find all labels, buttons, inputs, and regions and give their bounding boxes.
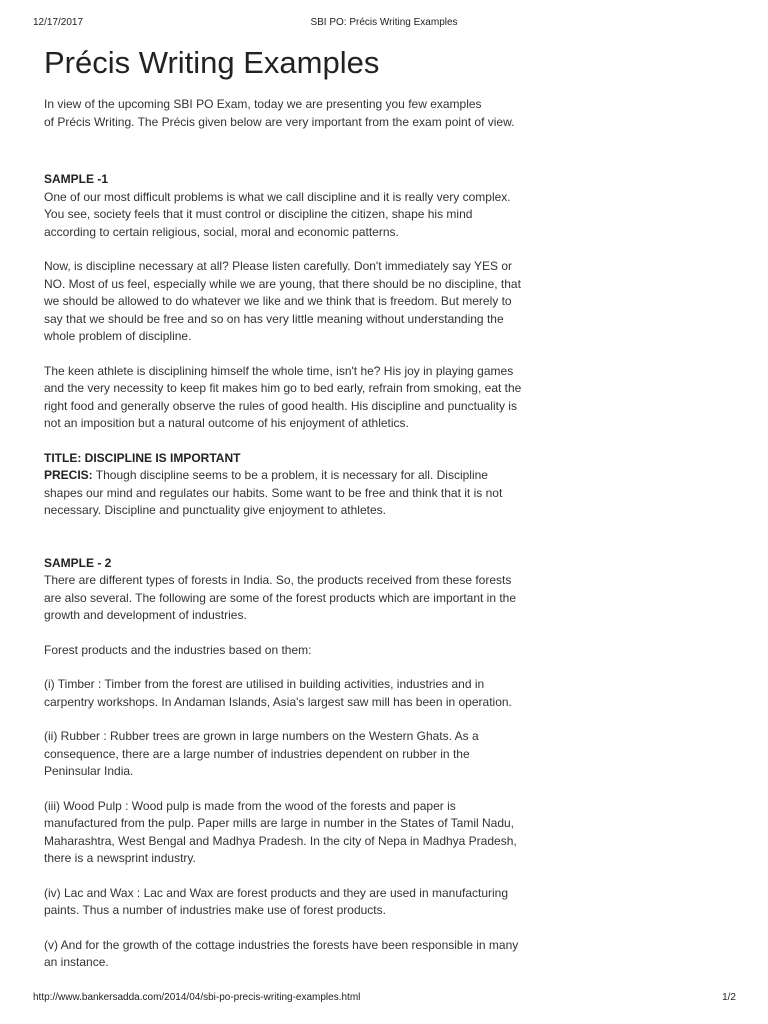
source-url: http://www.bankersadda.com/2014/04/sbi-po-precis-writing-examples.html xyxy=(33,992,361,1003)
text-line: manufactured from the pulp. Paper mills are large in number in the States of Tamil Nadu, xyxy=(44,816,515,830)
text-line: Peninsular India. xyxy=(44,764,134,778)
sample-2-heading: SAMPLE - 2 xyxy=(44,555,112,570)
sample-2-paragraph xyxy=(44,728,734,781)
text-line: growth and development of industries. xyxy=(44,608,247,622)
sample-1-heading: SAMPLE -1 xyxy=(44,172,109,186)
text-line: Maharashtra, West Bengal and Madhya Pradesh. In the city of Nepa in Madhya Pradesh, xyxy=(44,833,517,848)
text-line: according to certain religious, social, moral and economic patterns. xyxy=(44,224,399,239)
sample-2-paragraph xyxy=(44,885,734,920)
text-line: (v) And for the growth of the cottage industries the forests have been responsible in many xyxy=(44,937,519,952)
text-line: NO. Most of us feel, especially while we are young, that there should be no discipline, that xyxy=(44,276,521,291)
sample-1-paragraph xyxy=(44,258,734,346)
sample-1-paragraph xyxy=(44,363,734,433)
text-line: carpentry workshops. In Andaman Islands, Asia's largest saw mill has been in operation. xyxy=(44,694,512,709)
text-line: are also several. The following are some of the forest products which are important in the xyxy=(44,590,517,605)
text-line: (iv) Lac and Wax : Lac and Wax are forest products and they are used in manufacturing xyxy=(44,885,509,900)
text-line: right food and generally observe the rules of good health. His discipline and punctuality is xyxy=(44,398,517,413)
text-line: shapes our mind and regulates our habits. Some want to be free and think that it is not xyxy=(44,485,503,500)
text-line: and the very necessity to keep fit makes him go to bed early, refrain from smoking, eat the xyxy=(44,381,522,395)
document-body xyxy=(44,44,734,972)
print-header-title: SBI PO: Précis Writing Examples xyxy=(310,17,458,28)
sample-1-title: TITLE: DISCIPLINE IS IMPORTANT xyxy=(44,450,241,465)
text-line: You see, society feels that it must control or discipline the citizen, shape his mind xyxy=(44,207,473,221)
text-line: necessary. Discipline and punctuality give enjoyment to athletes. xyxy=(44,503,386,517)
text-line: (ii) Rubber : Rubber trees are grown in large numbers on the Western Ghats. As a xyxy=(44,729,479,743)
precis-text: Though discipline seems to be a problem, it is necessary for all. Discipline xyxy=(92,468,488,482)
sample-2-paragraph xyxy=(44,642,734,660)
precis-label: PRECIS: xyxy=(44,468,93,482)
text-line: consequence, there are a large number of industries dependent on rubber in the xyxy=(44,746,470,761)
sample-2-paragraph xyxy=(44,572,734,625)
text-line: One of our most difficult problems is what we call discipline and it is really very complex. xyxy=(44,189,511,204)
text-line: paints. Thus a number of industries make use of forest products. xyxy=(44,903,386,917)
text-line: say that we should be free and so on has very little meaning without understanding the xyxy=(44,311,504,326)
page-number: 1/2 xyxy=(722,992,736,1003)
text-line: The keen athlete is disciplining himself the whole time, isn't he? His joy in playing games xyxy=(44,363,514,378)
text-line: an instance. xyxy=(44,955,109,969)
text-line: Now, is discipline necessary at all? Please listen carefully. Don't immediately say YES or xyxy=(44,259,513,273)
text-line: (iii) Wood Pulp : Wood pulp is made from the wood of the forests and paper is xyxy=(44,798,456,813)
print-date: 12/17/2017 xyxy=(33,17,84,28)
sample-2-paragraph xyxy=(44,798,734,868)
sample-2-paragraph xyxy=(44,937,734,972)
sample-1-paragraph xyxy=(44,189,734,242)
text-line: (i) Timber : Timber from the forest are utilised in building activities, industries and in xyxy=(44,677,485,691)
sample-2-paragraph xyxy=(44,676,734,711)
text-line: In view of the upcoming SBI PO Exam, today we are presenting you few examples xyxy=(44,97,482,111)
text-line: not an imposition but a natural outcome of his enjoyment of athletics. xyxy=(44,416,409,430)
text-line: Forest products and the industries based on them: xyxy=(44,642,312,657)
text-line: whole problem of discipline. xyxy=(44,329,192,343)
text-line xyxy=(44,467,734,485)
text-line: of Précis Writing. The Précis given below are very important from the exam point of view. xyxy=(44,114,515,129)
text-line: There are different types of forests in India. So, the products received from these forests xyxy=(44,573,512,587)
text-line: we should be allowed to do whatever we like and we think that is freedom. But merely to xyxy=(44,294,512,308)
sample-1-precis xyxy=(44,467,734,520)
text-line: there is a newsprint industry. xyxy=(44,851,196,865)
page-title: Précis Writing Examples xyxy=(44,45,380,80)
intro-paragraph xyxy=(44,96,734,131)
